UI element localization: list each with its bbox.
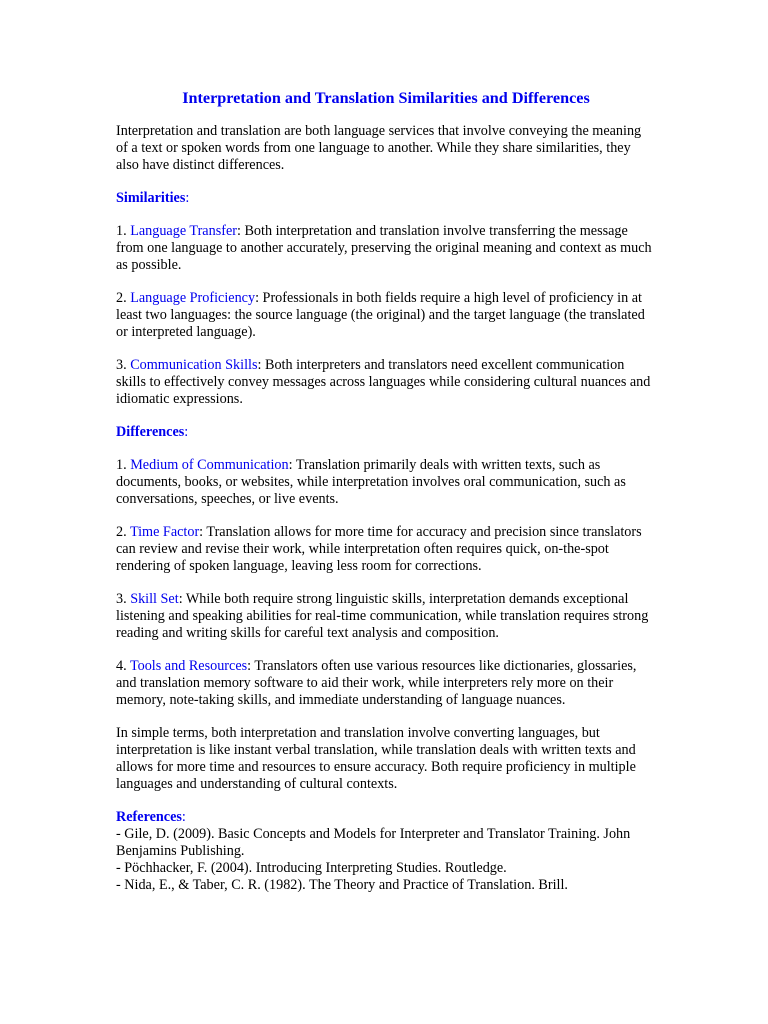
item-text: : Translation allows for more time for accuracy and precision since translators can review and revise their work, while interpretation often requires quick, on-the-spot rendering of spoken language, leaving less room for corrections. [116, 524, 642, 574]
item-text: : Translators often use various resources like dictionaries, glossaries, and translation memory software to aid their work, while interpreters rely more on their memory, note-taking skills, and immediate understanding of language nuances. [116, 658, 637, 708]
similarity-item-1 [116, 223, 656, 274]
item-term: Tools and Resources [129, 658, 248, 674]
item-term: Medium of Communication [130, 457, 289, 473]
similarity-item-3 [116, 357, 656, 408]
difference-item-1 [116, 457, 656, 508]
item-term: Skill Set [130, 591, 179, 607]
references-heading [116, 809, 656, 826]
references-heading-label: References [116, 809, 182, 825]
references-section [116, 809, 656, 894]
item-number: 2. [116, 524, 130, 540]
item-number: 1. [116, 223, 131, 239]
document-title: Interpretation and Translation Similarities and Differences [182, 89, 590, 107]
reference-item-3: - Nida, E., & Taber, C. R. (1982). The Theory and Practice of Translation. Brill. [116, 877, 568, 893]
item-text: : Both interpretation and translation involve transferring the message from one language to another accurately, preserving the original meaning and context as much as possible. [116, 223, 652, 273]
item-term: Language Transfer [130, 223, 237, 239]
item-term: Time Factor [129, 524, 200, 540]
item-text: : Professionals in both fields require a high level of proficiency in at least two languages: the source language (the original) and the target language (the translated or interpreted language). [116, 290, 645, 340]
item-text: : Translation primarily deals with written texts, such as documents, books, or websites, while interpretation involves oral communication, such as conversations, speeches, or live events. [116, 457, 626, 507]
differences-heading [116, 424, 656, 441]
difference-item-4 [116, 658, 656, 709]
similarities-heading-colon: : [185, 190, 190, 206]
similarities-heading [116, 190, 656, 207]
item-text: : While both require strong linguistic skills, interpretation demands exceptional listening and speaking abilities for real-time communication, while translation requires strong reading and writing skills for careful text analysis and composition. [116, 591, 649, 641]
item-term: Communication Skills [130, 357, 258, 373]
item-term: Language Proficiency [130, 290, 256, 306]
item-number: 2. [116, 290, 131, 306]
similarity-item-2 [116, 290, 656, 341]
references-heading-colon: : [181, 809, 186, 825]
item-number: 4. [116, 658, 130, 674]
summary-paragraph: In simple terms, both interpretation and translation involve converting languages, but interpretation is like instant verbal translation, while translation deals with written texts and allows for more time and resources to ensure accuracy. Both require proficiency in multiple languages and understanding of cultural contexts. [116, 725, 636, 792]
document-page [116, 88, 656, 894]
item-number: 3. [116, 357, 131, 373]
reference-item-2: - Pöchhacker, F. (2004). Introducing Interpreting Studies. Routledge. [116, 860, 507, 876]
item-text: : Both interpreters and translators need excellent communication skills to effectively convey messages across languages while considering cultural nuances and idiomatic expressions. [116, 357, 651, 407]
differences-heading-label: Differences [116, 424, 185, 440]
intro-paragraph: Interpretation and translation are both language services that involve conveying the meaning of a text or spoken words from one language to another. While they share similarities, they also have distinct differences. [116, 123, 642, 173]
reference-item-1: - Gile, D. (2009). Basic Concepts and Models for Interpreter and Translator Training. John Benjamins Publishing. [116, 826, 631, 859]
difference-item-3 [116, 591, 656, 642]
item-number: 1. [116, 457, 131, 473]
item-number: 3. [116, 591, 131, 607]
differences-heading-colon: : [184, 424, 189, 440]
similarities-heading-label: Similarities [116, 190, 186, 206]
difference-item-2 [116, 524, 656, 575]
